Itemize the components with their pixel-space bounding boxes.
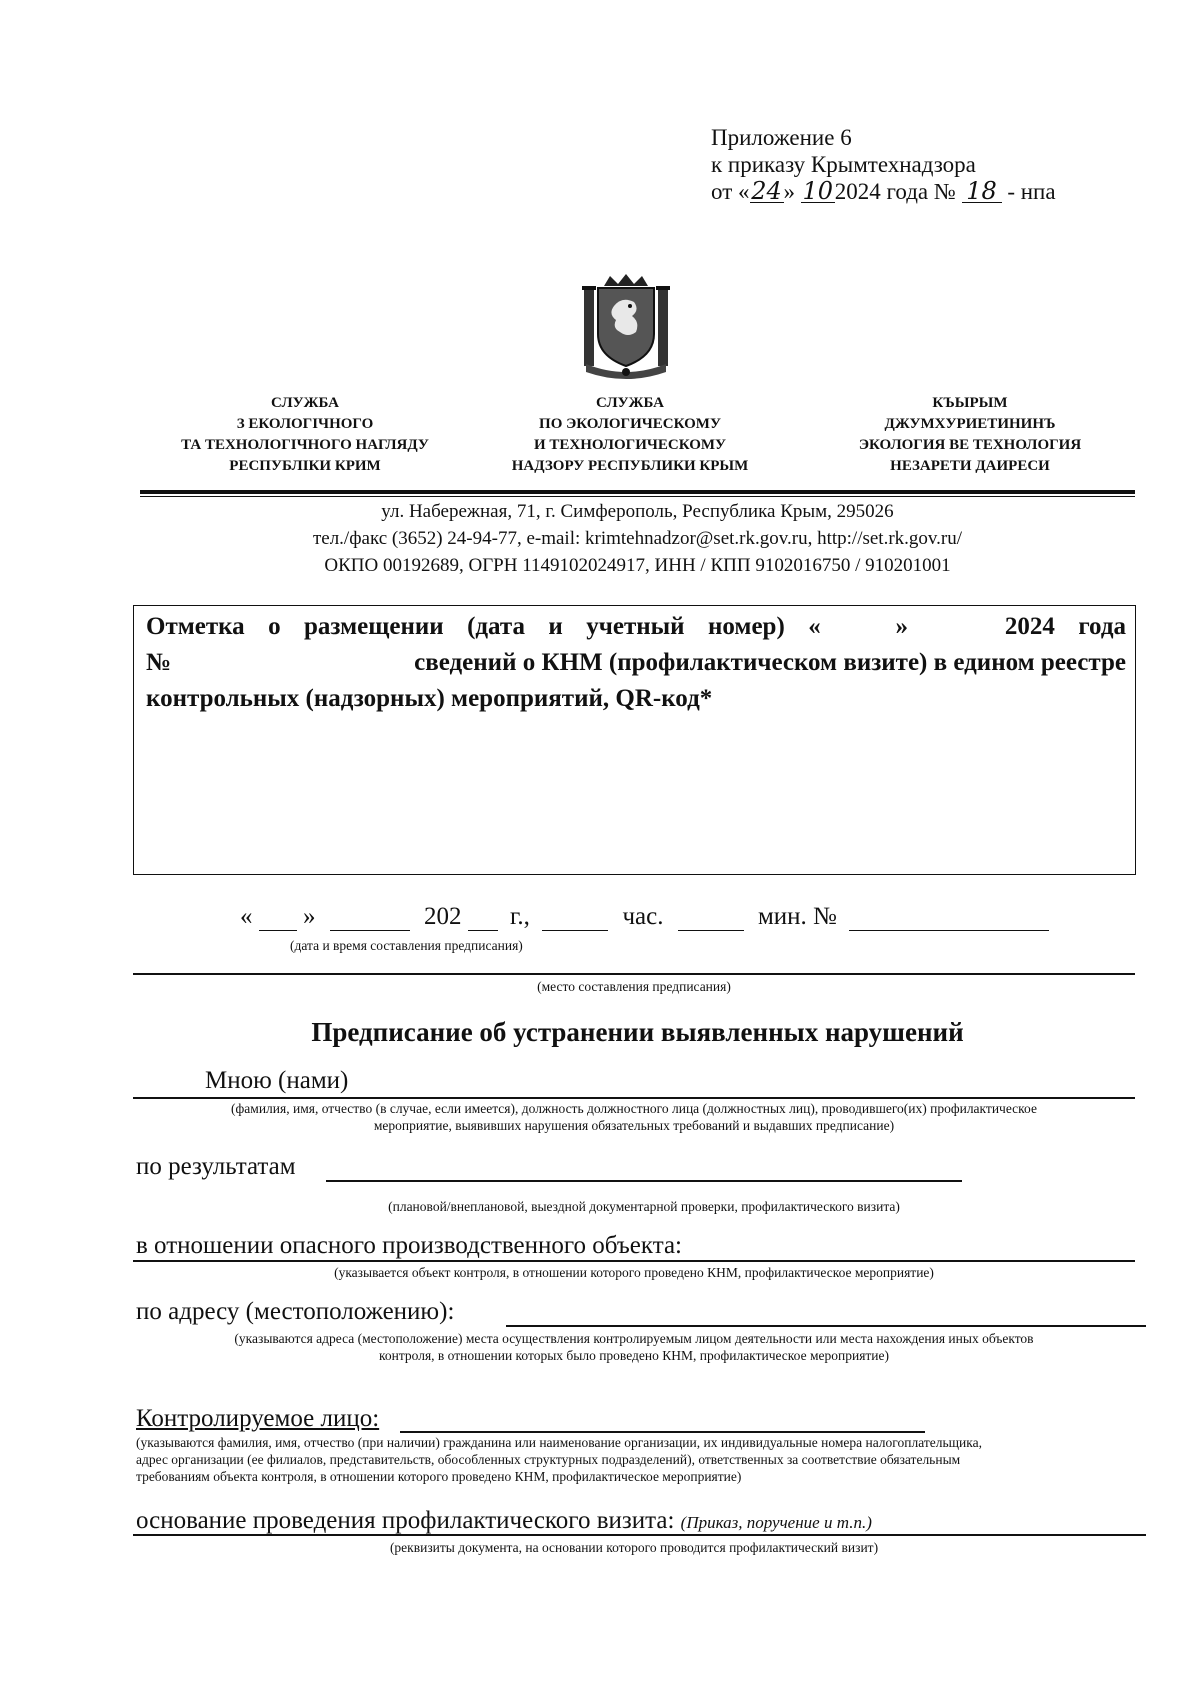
header-ua-line-1: СЛУЖБА (270, 395, 340, 411)
appendix-date-mid: » (783, 179, 795, 204)
appendix-date-prefix: от « (711, 179, 750, 204)
by-us-caption (133, 1100, 1135, 1134)
results-label: по результатам (136, 1153, 296, 1180)
header-russian (480, 393, 780, 477)
results-field[interactable] (326, 1180, 962, 1182)
appendix-day: 24 (751, 177, 782, 205)
registry-word: учетный (586, 613, 685, 640)
contacts-phone-mail: тел./факс (3652) 24-94-77, e-mail: krimtehnadzor@set.rk.gov.ru, http://set.rk.gov.ru/ (312, 528, 963, 549)
contacts-block (140, 498, 1135, 579)
header-ua-line-2: З ЕКОЛОГІЧНОГО (236, 416, 374, 432)
basis-caption: (реквизиты документа, на основании которого проводится профилактический визит) (389, 1540, 879, 1555)
header-crh-line-1: КЪЫРЫМ (932, 395, 1008, 411)
time-minute-label: мин. № (757, 903, 837, 930)
results-caption: (плановой/внеплановой, выездной документарной проверки, профилактического визита) (388, 1199, 900, 1214)
registry-line-2-text: сведений о КНМ (профилактическом визите) в едином реестре (414, 649, 1126, 676)
registry-word: (дата (467, 613, 525, 640)
controlled-caption-line-3: требованиям объекта контроля, в отношении которого проведено КНМ, профилактическое мероприятие) (136, 1469, 742, 1484)
header-ru-line-3: И ТЕХНОЛОГИЧЕСКОМУ (533, 437, 727, 453)
header-ru-line-2: ПО ЭКОЛОГИЧЕСКОМУ (539, 416, 721, 432)
appendix-title: Приложение 6 (711, 125, 852, 150)
appendix-date-line (711, 178, 1056, 205)
header-crimean-tatar (810, 393, 1130, 477)
controlled-caption (136, 1434, 1156, 1485)
date-open-quote: « (240, 903, 253, 930)
place-caption: (место составления предписания) (537, 979, 731, 994)
date-caption: (дата и время составления предписания) (290, 938, 523, 953)
crimea-coat-of-arms-icon (578, 272, 674, 380)
contacts-codes: ОКПО 00192689, ОГРН 1149102024917, ИНН / КПП 9102016750 / 910201001 (324, 555, 951, 576)
registry-word: 2024 (1004, 613, 1055, 640)
registry-word: » (895, 613, 909, 640)
basis-field[interactable] (133, 1534, 1146, 1536)
registry-word: номер) (707, 613, 785, 640)
controlled-caption-line-1: (указываются фамилия, имя, отчество (при наличии) гражданина или наименование организации, их индивидуальные номера налогоплательщика, (136, 1435, 982, 1450)
object-field[interactable] (133, 1260, 1135, 1262)
date-time-line (240, 903, 1049, 931)
header-divider-thick (140, 490, 1135, 494)
header-ua-line-4: РЕСПУБЛІКИ КРИМ (229, 458, 381, 474)
page-title: Предписание об устранении выявленных нарушений (311, 1017, 964, 1047)
address-label: по адресу (местоположению): (136, 1298, 455, 1325)
time-minute-field[interactable] (678, 904, 744, 931)
date-day-field[interactable] (259, 904, 297, 931)
controlled-caption-line-2: адрес организации (ее филиалов, представительств, обособленных структурных подразделений), ответственных за соответствие обязательным (136, 1452, 961, 1467)
basis-note: (Приказ, поручение и т.п.) (680, 1513, 872, 1532)
registry-line-1 (146, 609, 1126, 645)
registry-word: « (808, 613, 821, 640)
appendix-year: 2024 года № (834, 179, 956, 204)
date-close-quote: » (303, 903, 316, 930)
registry-word: Отметка (146, 613, 245, 640)
date-year-suffix-field[interactable] (468, 904, 498, 931)
header-crh-line-4: НЕЗАРЕТИ ДАИРЕСИ (890, 458, 1050, 474)
by-us-caption-line-1: (фамилия, имя, отчество (в случае, если имеется), должность должностного лица (должностных лиц), проводившего(их) профилактическое (231, 1101, 1037, 1116)
time-hour-field[interactable] (542, 904, 608, 931)
date-g-label: г., (510, 903, 530, 930)
registry-number-sign: № (146, 649, 172, 676)
registry-spacer (844, 609, 872, 645)
header-ua-line-3: ТА ТЕХНОЛОГІЧНОГО НАГЛЯДУ (181, 437, 429, 453)
by-us-field[interactable] (133, 1097, 1135, 1099)
registry-word: года (1078, 613, 1126, 640)
header-ru-line-4: НАДЗОРУ РЕСПУБЛИКИ КРЫМ (511, 458, 749, 474)
by-us-caption-line-2: мероприятие, выявивших нарушения обязательных требований и выдавших предписание) (373, 1118, 895, 1133)
controlled-field[interactable] (400, 1431, 925, 1433)
appendix-block (711, 124, 1056, 205)
place-field[interactable] (133, 973, 1135, 975)
controlled-label: Контролируемое лицо: (136, 1405, 380, 1432)
time-hour-label: час. (622, 903, 664, 930)
registry-line-3: контрольных (надзорных) мероприятий, QR-код* (146, 685, 713, 712)
object-label: в отношении опасного производственного объекта: (136, 1232, 682, 1259)
basis-label-text: основание проведения профилактического визита: (136, 1507, 675, 1534)
registry-word: размещении (304, 613, 444, 640)
address-field[interactable] (506, 1325, 1146, 1327)
appendix-month: 10 (802, 177, 834, 205)
prescription-number-field[interactable] (849, 904, 1049, 931)
appendix-order-ref: к приказу Крымтехнадзора (711, 152, 976, 177)
registry-spacer (931, 609, 981, 645)
appendix-number: 18 (962, 180, 1002, 203)
header-ukrainian (140, 393, 470, 477)
address-caption-line-2: контроля, в отношении которых было проведено КНМ, профилактическое мероприятие) (378, 1348, 890, 1363)
basis-label (136, 1507, 872, 1535)
object-caption: (указывается объект контроля, в отношении которого проведено КНМ, профилактическое мероприятие) (334, 1265, 934, 1280)
header-crh-line-2: ДЖУМХУРИЕТИНИНЪ (884, 416, 1056, 432)
address-caption (133, 1330, 1135, 1364)
date-month-field[interactable] (330, 904, 410, 931)
header-divider-thin (140, 496, 1135, 497)
registry-line-2 (146, 645, 1126, 681)
registry-text (146, 609, 1126, 717)
appendix-suffix: - нпа (1007, 179, 1056, 204)
header-ru-line-1: СЛУЖБА (595, 395, 665, 411)
address-caption-line-1: (указываются адреса (местоположение) места осуществления контролируемым лицом деятельности или места нахождения иных объектов (234, 1331, 1034, 1346)
date-year: 202 (424, 903, 462, 930)
header-crh-line-3: ЭКОЛОГИЯ ВЕ ТЕХНОЛОГИЯ (858, 437, 1082, 453)
registry-word: и (548, 613, 563, 640)
by-us-label: Мною (нами) (205, 1067, 349, 1094)
contacts-address: ул. Набережная, 71, г. Симферополь, Республика Крым, 295026 (381, 501, 894, 522)
registry-word: о (268, 613, 281, 640)
